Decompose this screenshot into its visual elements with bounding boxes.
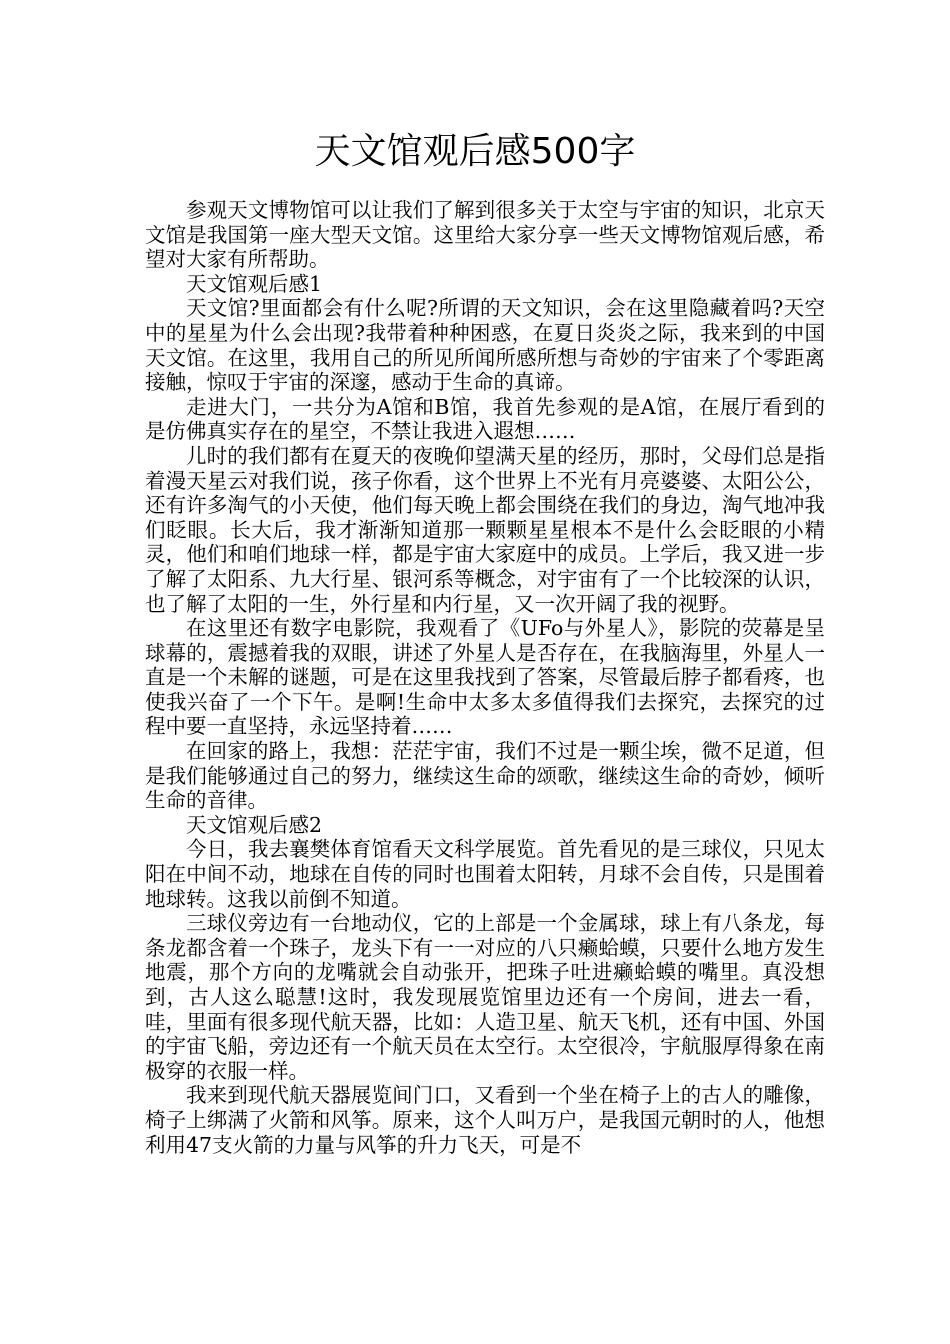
paragraph-intro: 参观天文博物馆可以让我们了解到很多关于太空与宇宙的知识，北京天文馆是我国第一座大型天文馆。这里给大家分享一些天文博物馆观后感，希望对大家有所帮助。	[145, 198, 825, 272]
section-heading-2: 天文馆观后感2	[186, 812, 323, 837]
paragraph: 我来到现代航天器展览间门口，又看到一个坐在椅子上的古人的雕像，椅子上绑满了火箭和风筝。原来，这个人叫万户，是我国元朝时的人，他想利用47支火箭的力量与风筝的升力飞天，可是不	[145, 1083, 825, 1157]
paragraph: 今日，我去襄樊体育馆看天文科学展览。首先看见的是三球仪，只见太阳在中间不动，地球在自传的同时也围着太阳转，月球不会自传，只是围着地球转。这我以前倒不知道。	[145, 837, 825, 911]
paragraph: 在回家的路上，我想：茫茫宇宙，我们不过是一颗尘埃，微不足道，但是我们能够通过自己的努力，继续这生命的颂歌，继续这生命的奇妙，倾听生命的音律。	[145, 739, 825, 813]
document-body	[145, 198, 825, 1157]
paragraph: 儿时的我们都有在夏天的夜晚仰望满天星的经历，那时，父母们总是指着漫天星云对我们说，孩子你看，这个世界上不光有月亮婆婆、太阳公公，还有许多淘气的小天使，他们每天晚上都会围绕在我们的身边，淘气地冲我们眨眼。长大后，我才渐渐知道那一颗颗星星根本不是什么会眨眼的小精灵，他们和咱们地球一样，都是宇宙大家庭中的成员。上学后，我又进一步了解了太阳系、九大行星、银河系等概念，对宇宙有了一个比较深的认识，也了解了太阳的一生，外行星和内行星，又一次开阔了我的视野。	[145, 443, 825, 616]
paragraph: 在这里还有数字电影院，我观看了《UFo与外星人》，影院的荧幕是呈球幕的，震撼着我的双眼，讲述了外星人是否存在，在我脑海里，外星人一直是一个未解的谜题，可是在这里我找到了答案，尽管最后脖子都看疼，也使我兴奋了一个下午。是啊!生命中太多太多值得我们去探究，去探究的过程中要一直坚持，永远坚持着……	[145, 616, 825, 739]
paragraph: 走进大门，一共分为A馆和B馆，我首先参观的是A馆，在展厅看到的是仿佛真实存在的星空，不禁让我进入遐想……	[145, 394, 825, 444]
paragraph: 三球仪旁边有一台地动仪，它的上部是一个金属球，球上有八条龙，每条龙都含着一个珠子，龙头下有一一对应的八只癞蛤蟆，只要什么地方发生地震，那个方向的龙嘴就会自动张开，把珠子吐进癞蛤蟆的嘴里。真没想到，古人这么聪慧!这时，我发现展览馆里边还有一个房间，进去一看，哇，里面有很多现代航天器，比如：人造卫星、航天飞机，还有中国、外国的宇宙飞船，旁边还有一个航天员在太空行。太空很冷，宇航服厚得象在南极穿的衣服一样。	[145, 911, 825, 1083]
section-heading-1: 天文馆观后感1	[186, 271, 323, 296]
paragraph: 天文馆?里面都会有什么呢?所谓的天文知识，会在这里隐藏着吗?天空中的星星为什么会出现?我带着种种困惑，在夏日炎炎之际，我来到的中国天文馆。在这里，我用自己的所见所闻所感所想与奇妙的宇宙来了个零距离接触，惊叹于宇宙的深邃，感动于生命的真谛。	[145, 296, 825, 395]
document-title: 天文馆观后感500字	[314, 131, 636, 172]
